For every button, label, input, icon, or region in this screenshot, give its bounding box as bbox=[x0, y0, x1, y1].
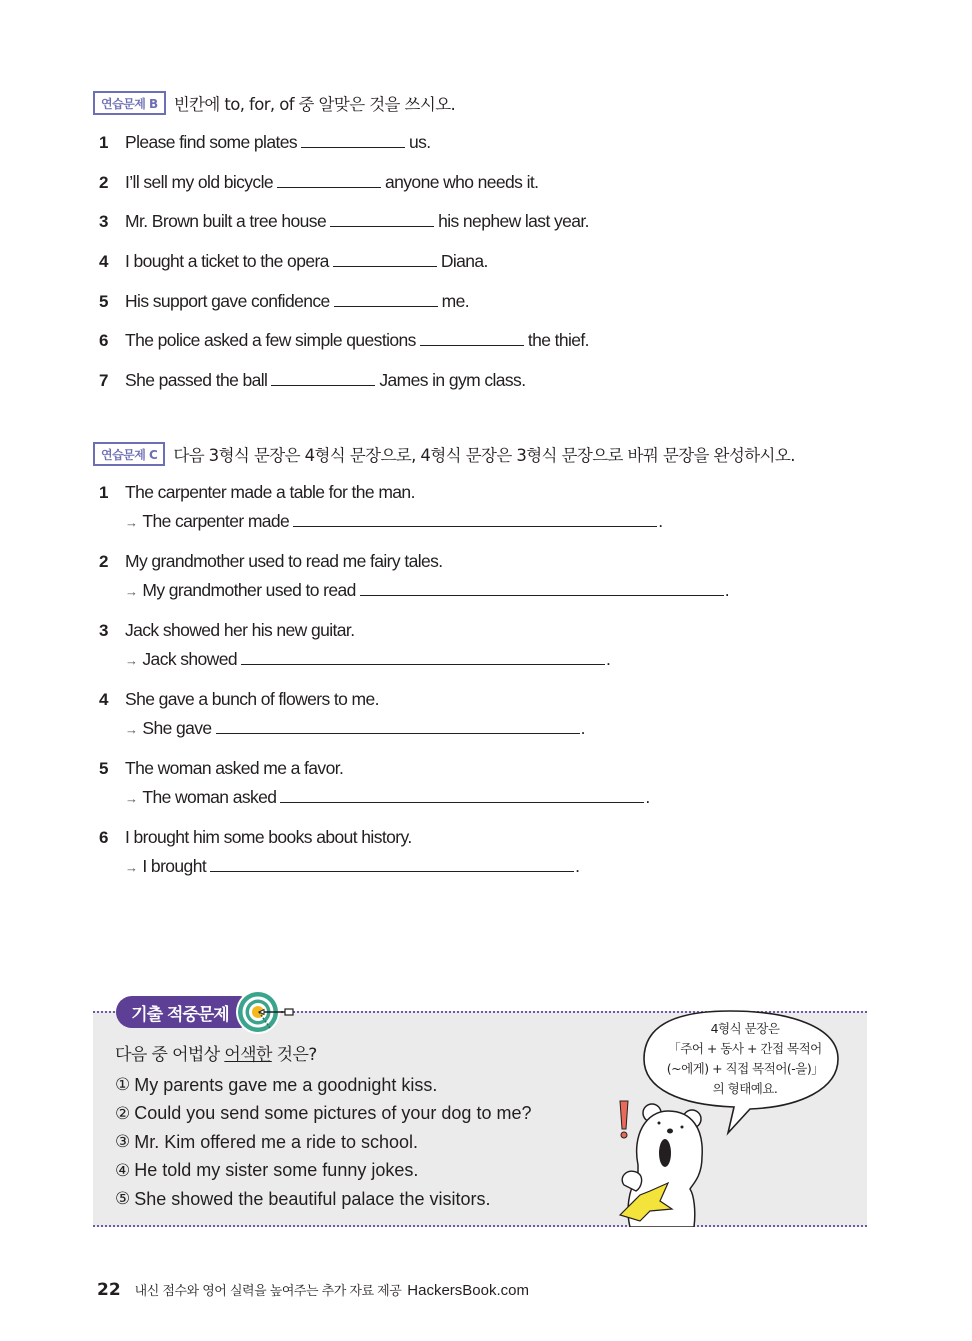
sentence-before: I’ll sell my old bicycle bbox=[125, 172, 274, 192]
exercise-b-item bbox=[99, 211, 589, 232]
arrow-icon: → bbox=[125, 653, 138, 668]
answer-blank[interactable] bbox=[330, 211, 434, 227]
section-c-header bbox=[93, 442, 795, 466]
exercise-b-item bbox=[99, 291, 469, 312]
sentence-after: anyone who needs it. bbox=[385, 172, 539, 192]
exercise-c-item bbox=[99, 551, 729, 601]
sentence-after: Diana. bbox=[440, 251, 488, 271]
exercise-c-item bbox=[99, 482, 662, 532]
speech-bubble-text bbox=[650, 1019, 840, 1099]
answer-blank[interactable] bbox=[301, 132, 405, 148]
rewrite-prompt: She gave bbox=[142, 718, 212, 738]
section-c-instruction: 다음 3형식 문장은 4형식 문장으로, 4형식 문장은 3형식 문장으로 바꿔 문장을 완성하시오. bbox=[173, 446, 795, 465]
question-underlined-word: 어색한 bbox=[224, 1045, 272, 1065]
answer-blank[interactable] bbox=[420, 330, 524, 346]
item-number: 5 bbox=[99, 292, 108, 311]
arrow-icon: → bbox=[125, 584, 138, 599]
choice-text: He told my sister some funny jokes. bbox=[134, 1160, 419, 1181]
exercise-c-item bbox=[99, 758, 650, 808]
question-text-pre: 다음 중 어법상 bbox=[115, 1045, 225, 1065]
choice-mark: ⑤ bbox=[115, 1189, 131, 1209]
page-footer bbox=[97, 1280, 529, 1300]
arrow-icon: → bbox=[125, 722, 138, 737]
answer-blank[interactable] bbox=[216, 718, 580, 734]
bubble-line: 「주어 + 동사 + 간접 목적어 bbox=[668, 1041, 822, 1056]
original-sentence: She gave a bunch of flowers to me. bbox=[125, 689, 379, 709]
page-number: 22 bbox=[97, 1280, 121, 1300]
item-number: 4 bbox=[99, 690, 108, 709]
item-number: 2 bbox=[99, 173, 108, 192]
exercise-b-item bbox=[99, 132, 431, 153]
sentence-before: Please find some plates bbox=[125, 132, 298, 152]
exercise-b-item bbox=[99, 172, 538, 193]
item-number: 3 bbox=[99, 212, 108, 231]
bubble-line: 4형식 문장은 bbox=[710, 1021, 780, 1036]
answer-blank[interactable] bbox=[280, 787, 644, 803]
section-b-badge: 연습문제 B bbox=[93, 91, 166, 115]
period: . bbox=[645, 787, 650, 807]
original-sentence: I brought him some books about history. bbox=[125, 827, 412, 847]
period: . bbox=[605, 649, 611, 669]
period: . bbox=[580, 718, 585, 738]
footer-site-link[interactable]: HackersBook.com bbox=[407, 1282, 529, 1299]
period: . bbox=[724, 580, 730, 600]
rewrite-prompt: My grandmother used to read bbox=[142, 580, 356, 600]
section-b-header bbox=[93, 91, 455, 115]
exclamation-icon bbox=[620, 1101, 628, 1129]
choice-4[interactable] bbox=[115, 1157, 531, 1186]
arrow-icon: → bbox=[125, 860, 138, 875]
sentence-before: I bought a ticket to the opera bbox=[125, 251, 329, 271]
sentence-before: The police asked a few simple questions bbox=[125, 330, 416, 350]
bubble-line: (~에게) + 직접 목적어(-을)」 bbox=[666, 1061, 824, 1076]
section-c-badge: 연습문제 C bbox=[93, 442, 165, 466]
original-sentence: The carpenter made a table for the man. bbox=[125, 482, 415, 502]
choice-text: She showed the beautiful palace the visitors. bbox=[134, 1188, 491, 1209]
arrow-icon: → bbox=[125, 791, 138, 806]
answer-blank[interactable] bbox=[360, 580, 724, 596]
arrow-icon: → bbox=[125, 515, 138, 530]
choice-text: Could you send some pictures of your dog to me? bbox=[134, 1103, 532, 1124]
item-number: 6 bbox=[99, 331, 108, 350]
item-number: 2 bbox=[99, 552, 108, 571]
choice-1[interactable] bbox=[115, 1071, 531, 1100]
footer-text: 내신 점수와 영어 실력을 높여주는 추가 자료 제공 bbox=[134, 1284, 402, 1299]
rewrite-prompt: The carpenter made bbox=[142, 511, 290, 531]
choice-2[interactable] bbox=[115, 1100, 531, 1129]
item-number: 1 bbox=[99, 133, 108, 152]
section-b-instruction: 빈칸에 to, for, of 중 알맞은 것을 쓰시오. bbox=[173, 95, 456, 114]
period: . bbox=[658, 511, 663, 531]
choice-5[interactable] bbox=[115, 1185, 531, 1214]
sentence-after: James in gym class. bbox=[379, 370, 526, 390]
rewrite-prompt: The woman asked bbox=[142, 787, 277, 807]
answer-blank[interactable] bbox=[271, 370, 375, 386]
exercise-b-item bbox=[99, 251, 488, 272]
exam-question bbox=[115, 1040, 317, 1065]
sentence-after: me. bbox=[441, 291, 470, 311]
rewrite-prompt: I brought bbox=[142, 856, 207, 876]
answer-choices bbox=[115, 1071, 531, 1214]
item-number: 1 bbox=[99, 483, 108, 502]
item-number: 6 bbox=[99, 828, 108, 847]
choice-mark: ③ bbox=[115, 1132, 131, 1152]
choice-mark: ① bbox=[115, 1075, 131, 1095]
choice-text: My parents gave me a goodnight kiss. bbox=[134, 1074, 438, 1095]
original-sentence: My grandmother used to read me fairy tales. bbox=[125, 551, 443, 571]
item-number: 5 bbox=[99, 759, 108, 778]
rewrite-prompt: Jack showed bbox=[142, 649, 237, 669]
choice-mark: ④ bbox=[115, 1160, 131, 1180]
sentence-before: Mr. Brown built a tree house bbox=[125, 211, 327, 231]
exercise-c-item bbox=[99, 689, 585, 739]
answer-blank[interactable] bbox=[241, 649, 605, 665]
sentence-before: His support gave confidence bbox=[125, 291, 330, 311]
target-icon bbox=[232, 988, 300, 1034]
answer-blank[interactable] bbox=[334, 291, 438, 307]
choice-mark: ② bbox=[115, 1103, 131, 1123]
sentence-after: us. bbox=[409, 132, 431, 152]
question-text-post: 것은? bbox=[271, 1045, 317, 1065]
original-sentence: The woman asked me a favor. bbox=[125, 758, 344, 778]
item-number: 4 bbox=[99, 252, 108, 271]
sentence-before: She passed the ball bbox=[125, 370, 268, 390]
sentence-after: the thief. bbox=[527, 330, 589, 350]
exercise-c-item bbox=[99, 620, 610, 670]
period: . bbox=[575, 856, 580, 876]
exercise-b-item bbox=[99, 370, 525, 391]
answer-blank[interactable] bbox=[333, 251, 437, 267]
exercise-b-item bbox=[99, 330, 589, 351]
answer-blank[interactable] bbox=[293, 511, 657, 527]
choice-3[interactable] bbox=[115, 1128, 531, 1157]
choice-text: Mr. Kim offered me a ride to school. bbox=[134, 1131, 419, 1152]
item-number: 7 bbox=[99, 371, 108, 390]
sentence-after: his nephew last year. bbox=[438, 211, 589, 231]
answer-blank[interactable] bbox=[277, 172, 381, 188]
exercise-c-item bbox=[99, 827, 579, 877]
exam-tag: 기출 적중문제 bbox=[116, 996, 244, 1028]
bubble-line: 의 형태예요. bbox=[712, 1081, 778, 1096]
answer-blank[interactable] bbox=[210, 856, 574, 872]
original-sentence: Jack showed her his new guitar. bbox=[125, 620, 355, 640]
item-number: 3 bbox=[99, 621, 108, 640]
